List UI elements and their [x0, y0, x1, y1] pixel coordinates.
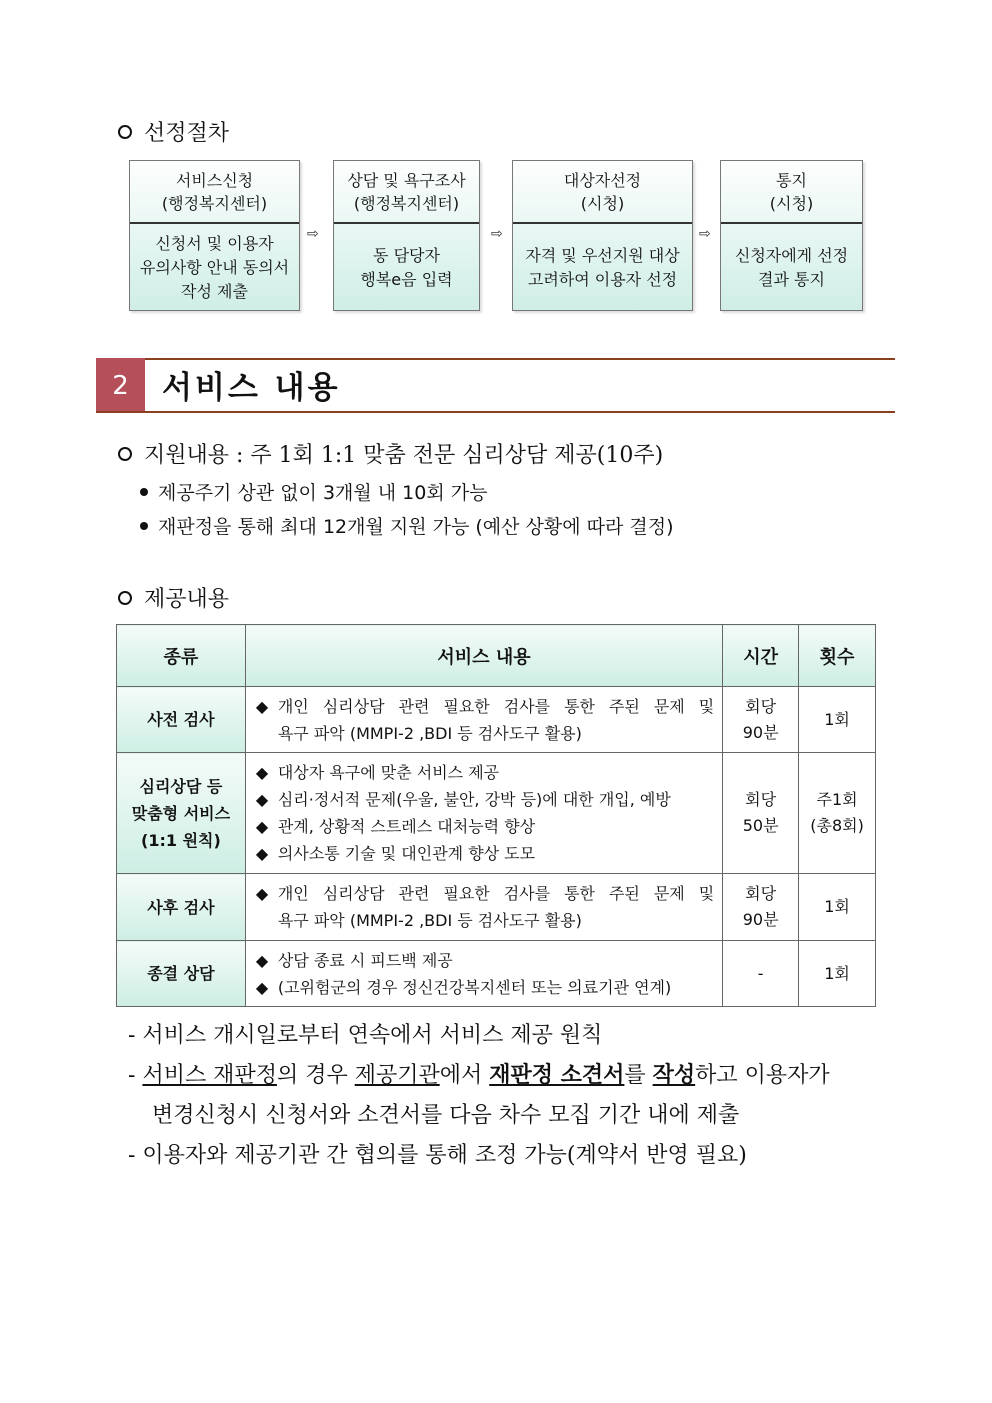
circle-bullet-icon: [118, 591, 132, 605]
service-table: [116, 624, 876, 1007]
diamond-bullet-icon: ◆: [255, 763, 269, 782]
arrow-right-icon: ⇨: [491, 226, 503, 242]
dot-bullet-icon: [140, 522, 148, 530]
table-row: 사전 검사 ◆ 개인 심리상담 관련 필요한 검사를 통한 주된 문제 및 욕구 파악 (MMPI-2 ,BDI 등 검사도구 활용) 회당 90분 1회: [117, 687, 876, 753]
provision-heading: 제공내용: [118, 582, 229, 613]
diamond-bullet-icon: ◆: [255, 884, 269, 903]
note-3: - 이용자와 제공기관 간 협의를 통해 조정 가능(계약서 반영 필요): [128, 1143, 747, 1168]
section-divider-top: [145, 358, 895, 360]
table-row: 심리상담 등 맞춤형 서비스 (1:1 원칙) ◆ 대상자 욕구에 맞춘 서비스 제공 ◆ 심리·정서적 문제(우울, 불안, 강박 등)에 대한 개입, 예방 ◆ 관계, 상황적 스트레스 대처능력 향상 ◆ 의사소통 기술 및 대인관계 향상 도모 회당 50분 주1회 (총8회): [117, 753, 876, 874]
header-time: 시간: [723, 625, 799, 687]
header-content: 서비스 내용: [245, 625, 722, 687]
section-divider-bottom: [96, 411, 895, 413]
diamond-bullet-icon: ◆: [255, 817, 269, 836]
diamond-bullet-icon: ◆: [255, 844, 269, 863]
header-count: 횟수: [799, 625, 876, 687]
section-number: 2: [96, 358, 145, 413]
bullet-item: 재판정을 통해 최대 12개월 지원 가능 (예산 상황에 따라 결정): [140, 512, 674, 539]
arrow-right-icon: ⇨: [699, 226, 711, 242]
circle-bullet-icon: [118, 125, 132, 139]
flow-step-consultation: 상담 및 욕구조사 (행정복지센터) 동 담당자 행복e음 입력: [333, 160, 480, 311]
flow-step-application: 서비스신청 (행정복지센터) 신청서 및 이용자 유의사항 안내 동의서 작성 제출: [129, 160, 300, 311]
arrow-right-icon: ⇨: [307, 226, 319, 242]
table-row: 사후 검사 ◆ 개인 심리상담 관련 필요한 검사를 통한 주된 문제 및 욕구 파악 (MMPI-2 ,BDI 등 검사도구 활용) 회당 90분 1회: [117, 874, 876, 941]
dot-bullet-icon: [140, 488, 148, 496]
diamond-bullet-icon: ◆: [255, 977, 269, 997]
table-row: 종결 상담 ◆ 상담 종료 시 피드백 제공 ◆ (고위험군의 경우 정신건강복지센터 또는 의료기관 연계) - 1회: [117, 941, 876, 1007]
bullet-item: 제공주기 상관 없이 3개월 내 10회 가능: [140, 478, 487, 505]
diamond-bullet-icon: ◆: [255, 950, 269, 970]
circle-bullet-icon: [118, 447, 132, 461]
flow-step-notification: 통지 (시청) 신청자에게 선정 결과 통지: [720, 160, 863, 311]
section-title: 서비스 내용: [162, 370, 341, 406]
note-1: - 서비스 개시일로부터 연속에서 서비스 제공 원칙: [128, 1023, 603, 1048]
note-2: - 서비스 재판정의 경우 제공기관에서 재판정 소견서를 작성하고 이용자가: [128, 1062, 830, 1088]
flow-step-selection: 대상자선정 (시청) 자격 및 우선지원 대상 고려하여 이용자 선정: [512, 160, 693, 311]
header-type: 종류: [117, 625, 246, 687]
table-header-row: [117, 625, 876, 687]
diamond-bullet-icon: ◆: [255, 790, 269, 809]
support-heading: 지원내용 : 주 1회 1:1 맞춤 전문 심리상담 제공(10주): [118, 438, 663, 469]
selection-heading: 선정절차: [118, 116, 229, 147]
note-2-continued: 변경신청시 신청서와 소견서를 다음 차수 모집 기간 내에 제출: [152, 1103, 740, 1128]
diamond-bullet-icon: ◆: [255, 696, 269, 716]
